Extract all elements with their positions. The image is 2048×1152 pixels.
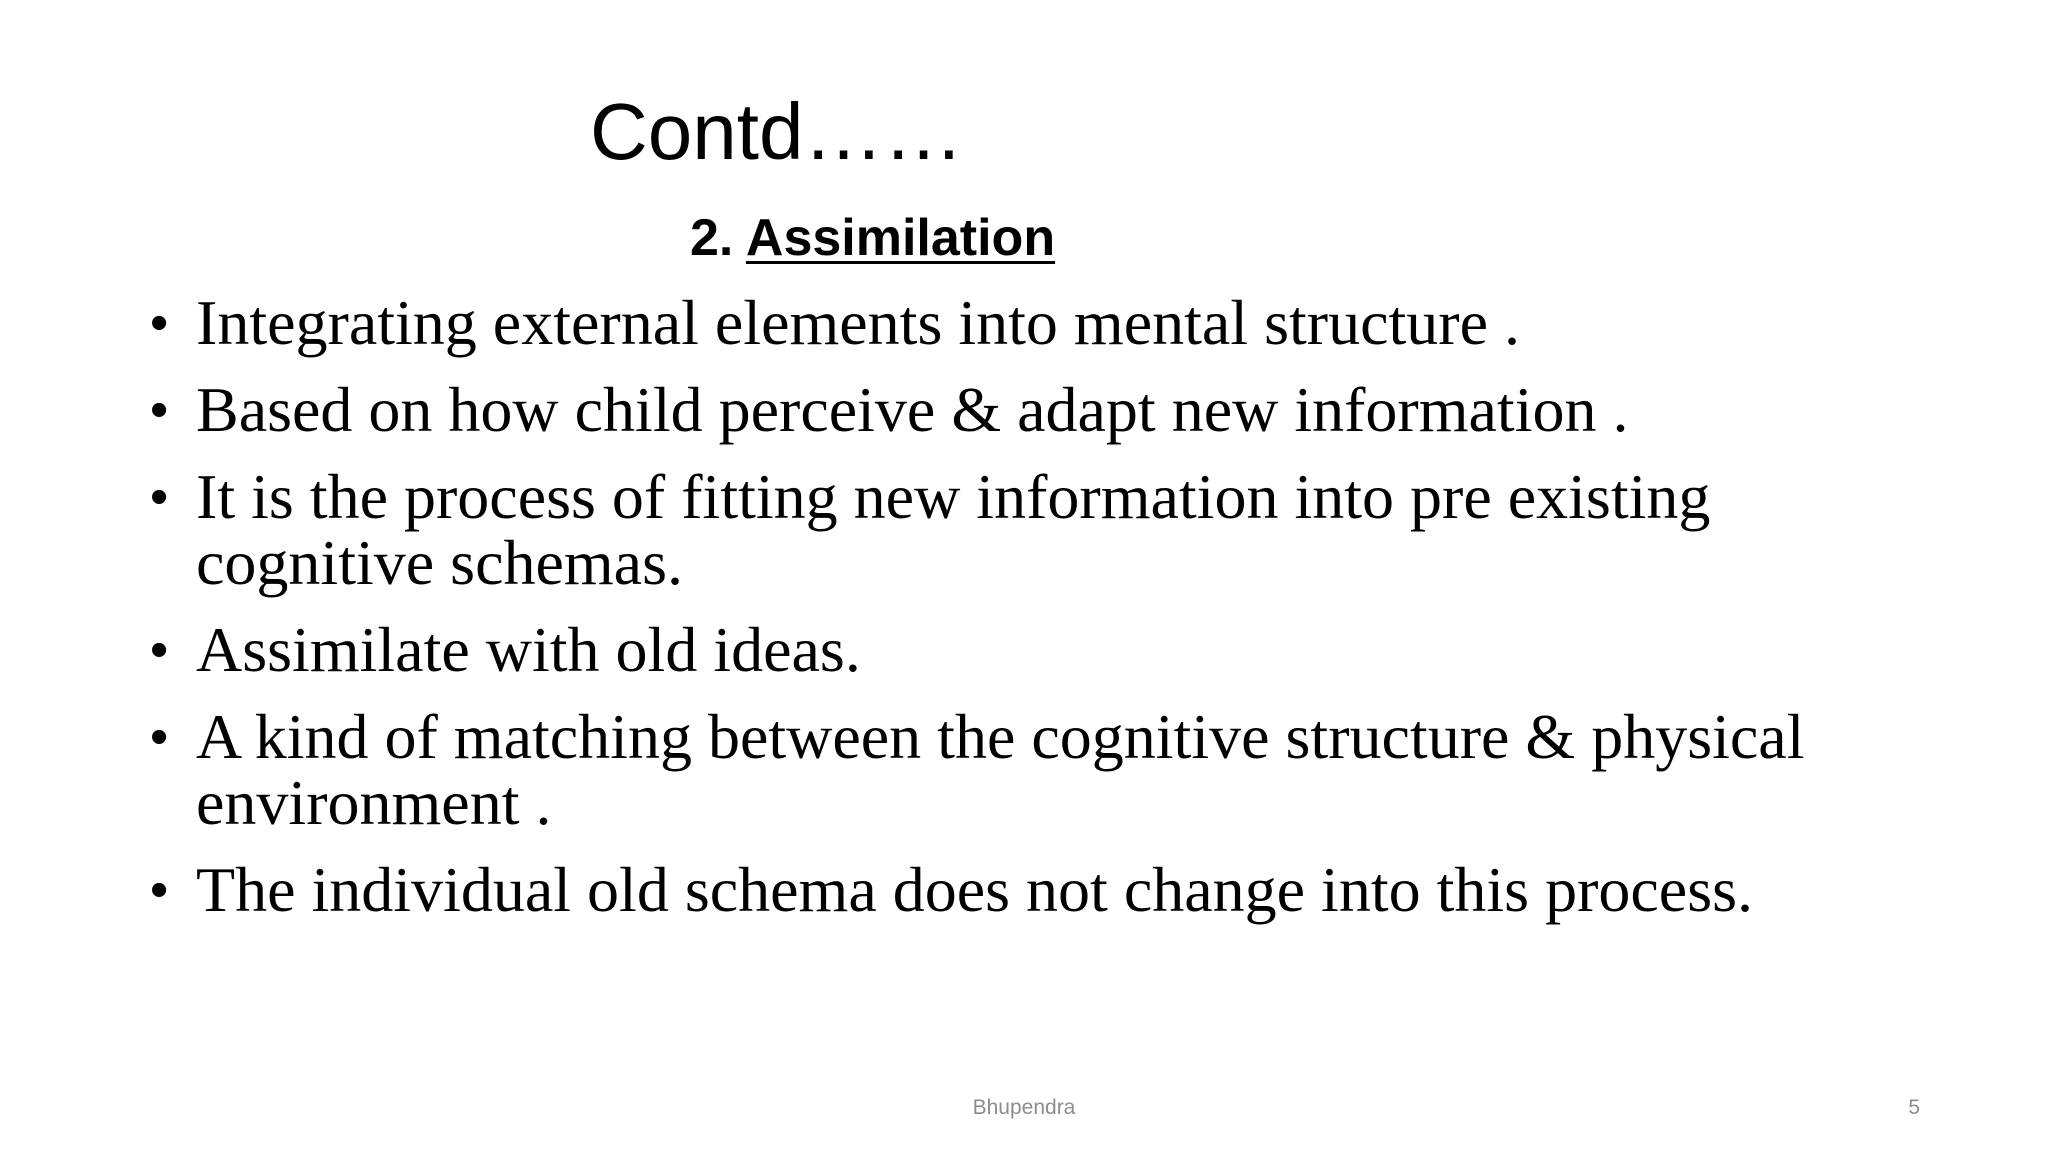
bullet-item: • The individual old schema does not change into this process. [150, 857, 1950, 923]
subtitle-number: 2. [690, 209, 734, 267]
slide-subtitle [690, 210, 1055, 267]
footer-author: Bhupendra [972, 1096, 1076, 1119]
subtitle-text: Assimilation [745, 209, 1056, 267]
page-number: 5 [1908, 1096, 1920, 1119]
bullet-item: • It is the process of fitting new information into pre existing cognitive schemas. [150, 464, 1950, 596]
bullet-item: • Integrating external elements into mental structure . [150, 290, 1950, 356]
bullet-list [150, 287, 1950, 944]
bullet-item: • Based on how child perceive & adapt new information . [150, 377, 1950, 443]
bullet-item: • Assimilate with old ideas. [150, 617, 1950, 683]
slide-title: Contd…… [590, 87, 964, 176]
bullet-item: • A kind of matching between the cognitive structure & physical environment . [150, 704, 1950, 836]
